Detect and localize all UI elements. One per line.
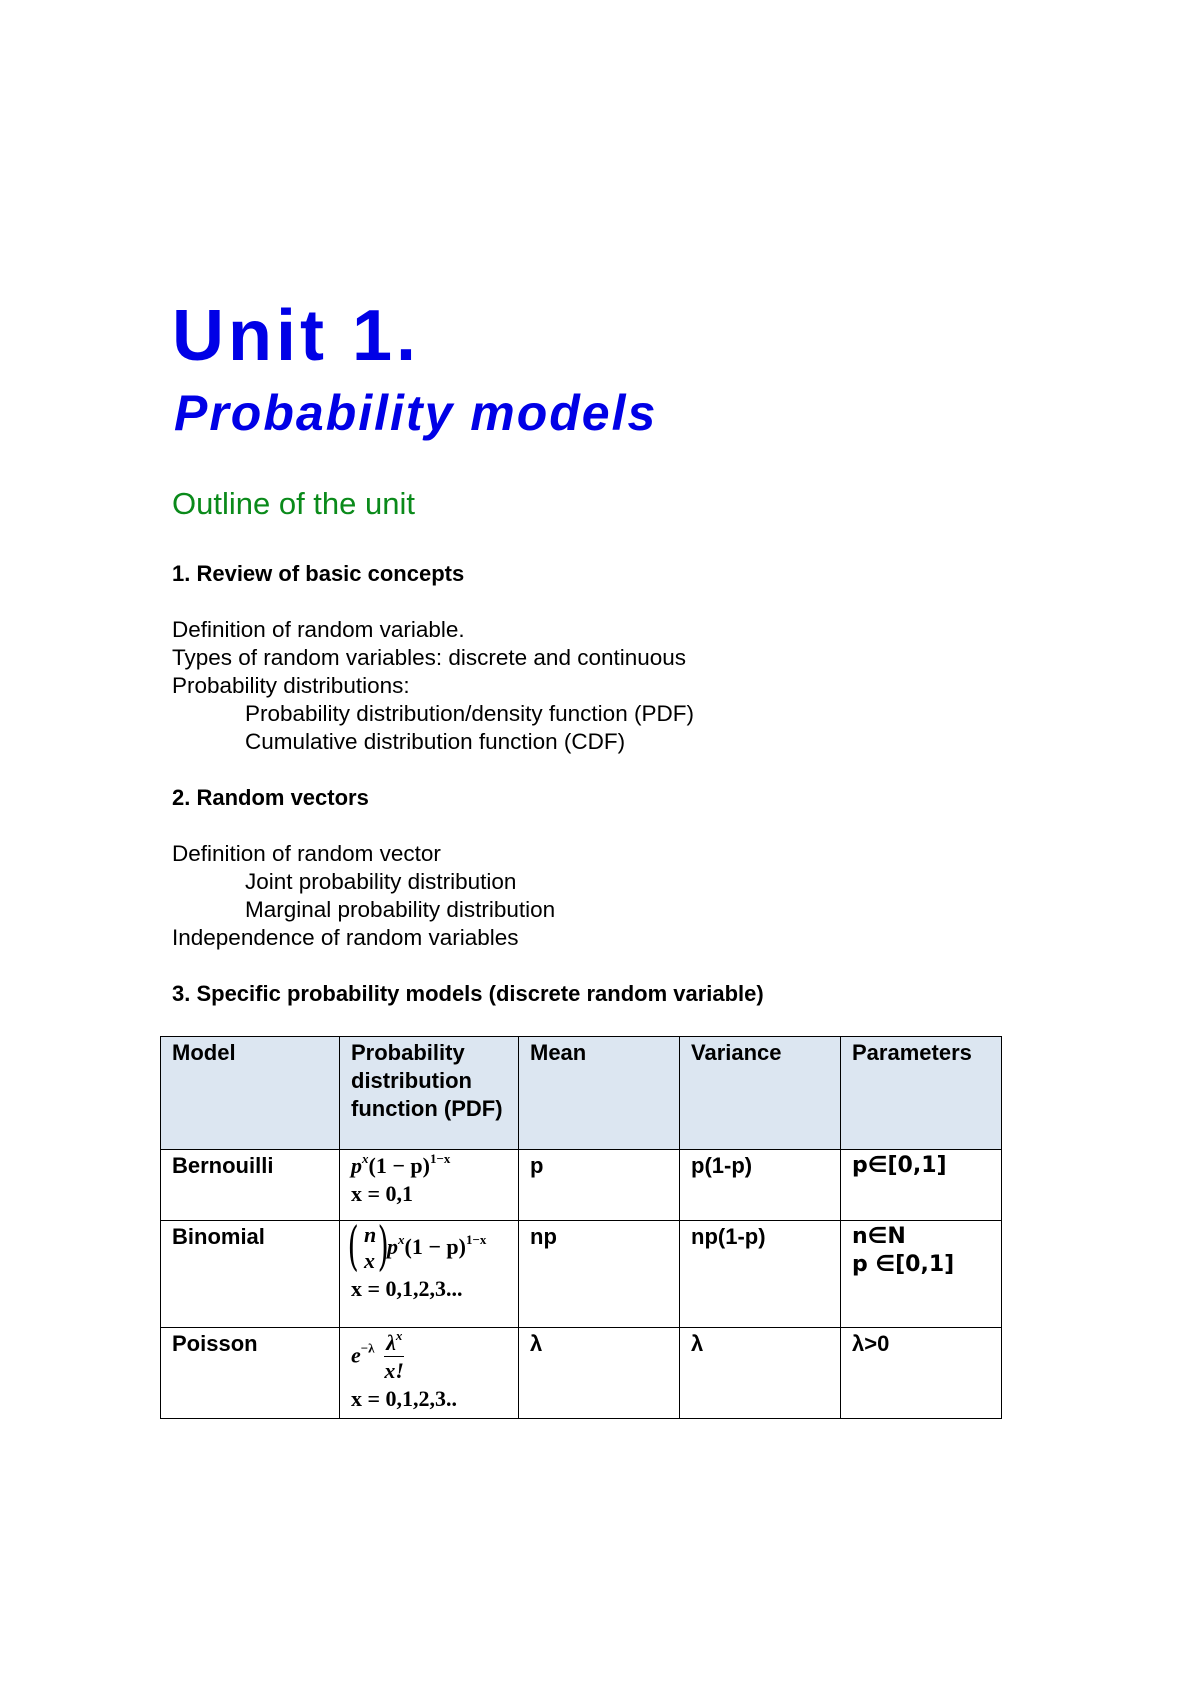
model-name: Bernouilli (161, 1150, 340, 1221)
pdf-formula: $p^x(1 - p)^{1-x}$ x = 0,1 (340, 1150, 519, 1221)
pdf-support: x = 0,1,2,3.. (351, 1386, 458, 1411)
parameters-value: n∈N p ∈[0,1] (841, 1221, 1002, 1328)
section-1-subline: Probability distribution/density function (PDF) (245, 701, 694, 726)
model-name: Binomial (161, 1221, 340, 1328)
parameters-value: p∈[0,1] (841, 1150, 1002, 1221)
variance-value: np(1-p) (680, 1221, 841, 1328)
pdf-support: x = 0,1 (351, 1181, 414, 1206)
unit-subtitle: Probability models (174, 385, 658, 441)
section-1-line: Definition of random variable. (172, 617, 465, 642)
mean-value: λ (519, 1328, 680, 1419)
parameters-value: λ>0 (841, 1328, 1002, 1419)
section-1-line: Probability distributions: (172, 673, 410, 698)
section-2-subline: Marginal probability distribution (245, 897, 556, 922)
fraction: $\frac{\lambda^x}{x!}$ (384, 1328, 404, 1383)
probability-models-table (160, 1036, 1002, 1419)
variance-value: λ (680, 1328, 841, 1419)
header-pdf: Probability distribution function (PDF) (340, 1037, 519, 1150)
table-row (161, 1221, 1002, 1328)
section-2-subline: Joint probability distribution (245, 869, 517, 894)
variance-value: p(1-p) (680, 1150, 841, 1221)
mean-value: np (519, 1221, 680, 1328)
pdf-formula: $e^{-\lambda}$ $\frac{\lambda^x}{x!}$ x = 0,1,2,3.. (340, 1328, 519, 1419)
pdf-formula: ( n x ) $p^x(1 - p)^{1-x}$ x = 0,1,2,3... (340, 1221, 519, 1328)
section-2-line: Independence of random variables (172, 925, 519, 950)
table-header-row (161, 1037, 1002, 1150)
pdf-support: x = 0,1,2,3... (351, 1276, 463, 1301)
header-parameters: Parameters (841, 1037, 1002, 1150)
table-row (161, 1328, 1002, 1419)
section-2-heading: 2. Random vectors (172, 785, 369, 810)
unit-title: Unit 1. (172, 296, 421, 376)
section-3-heading: 3. Specific probability models (discrete random variable) (172, 981, 764, 1006)
table-row (161, 1150, 1002, 1221)
section-2-line: Definition of random vector (172, 841, 441, 866)
section-1-line: Types of random variables: discrete and continuous (172, 645, 687, 670)
model-name: Poisson (161, 1328, 340, 1419)
section-1-heading: 1. Review of basic concepts (172, 561, 465, 586)
mean-value: p (519, 1150, 680, 1221)
outline-heading: Outline of the unit (172, 486, 415, 521)
header-variance: Variance (680, 1037, 841, 1150)
section-1-subline: Cumulative distribution function (CDF) (245, 729, 626, 754)
binomial-coefficient: ( n x ) (347, 1217, 389, 1277)
header-mean: Mean (519, 1037, 680, 1150)
header-model: Model (161, 1037, 340, 1150)
